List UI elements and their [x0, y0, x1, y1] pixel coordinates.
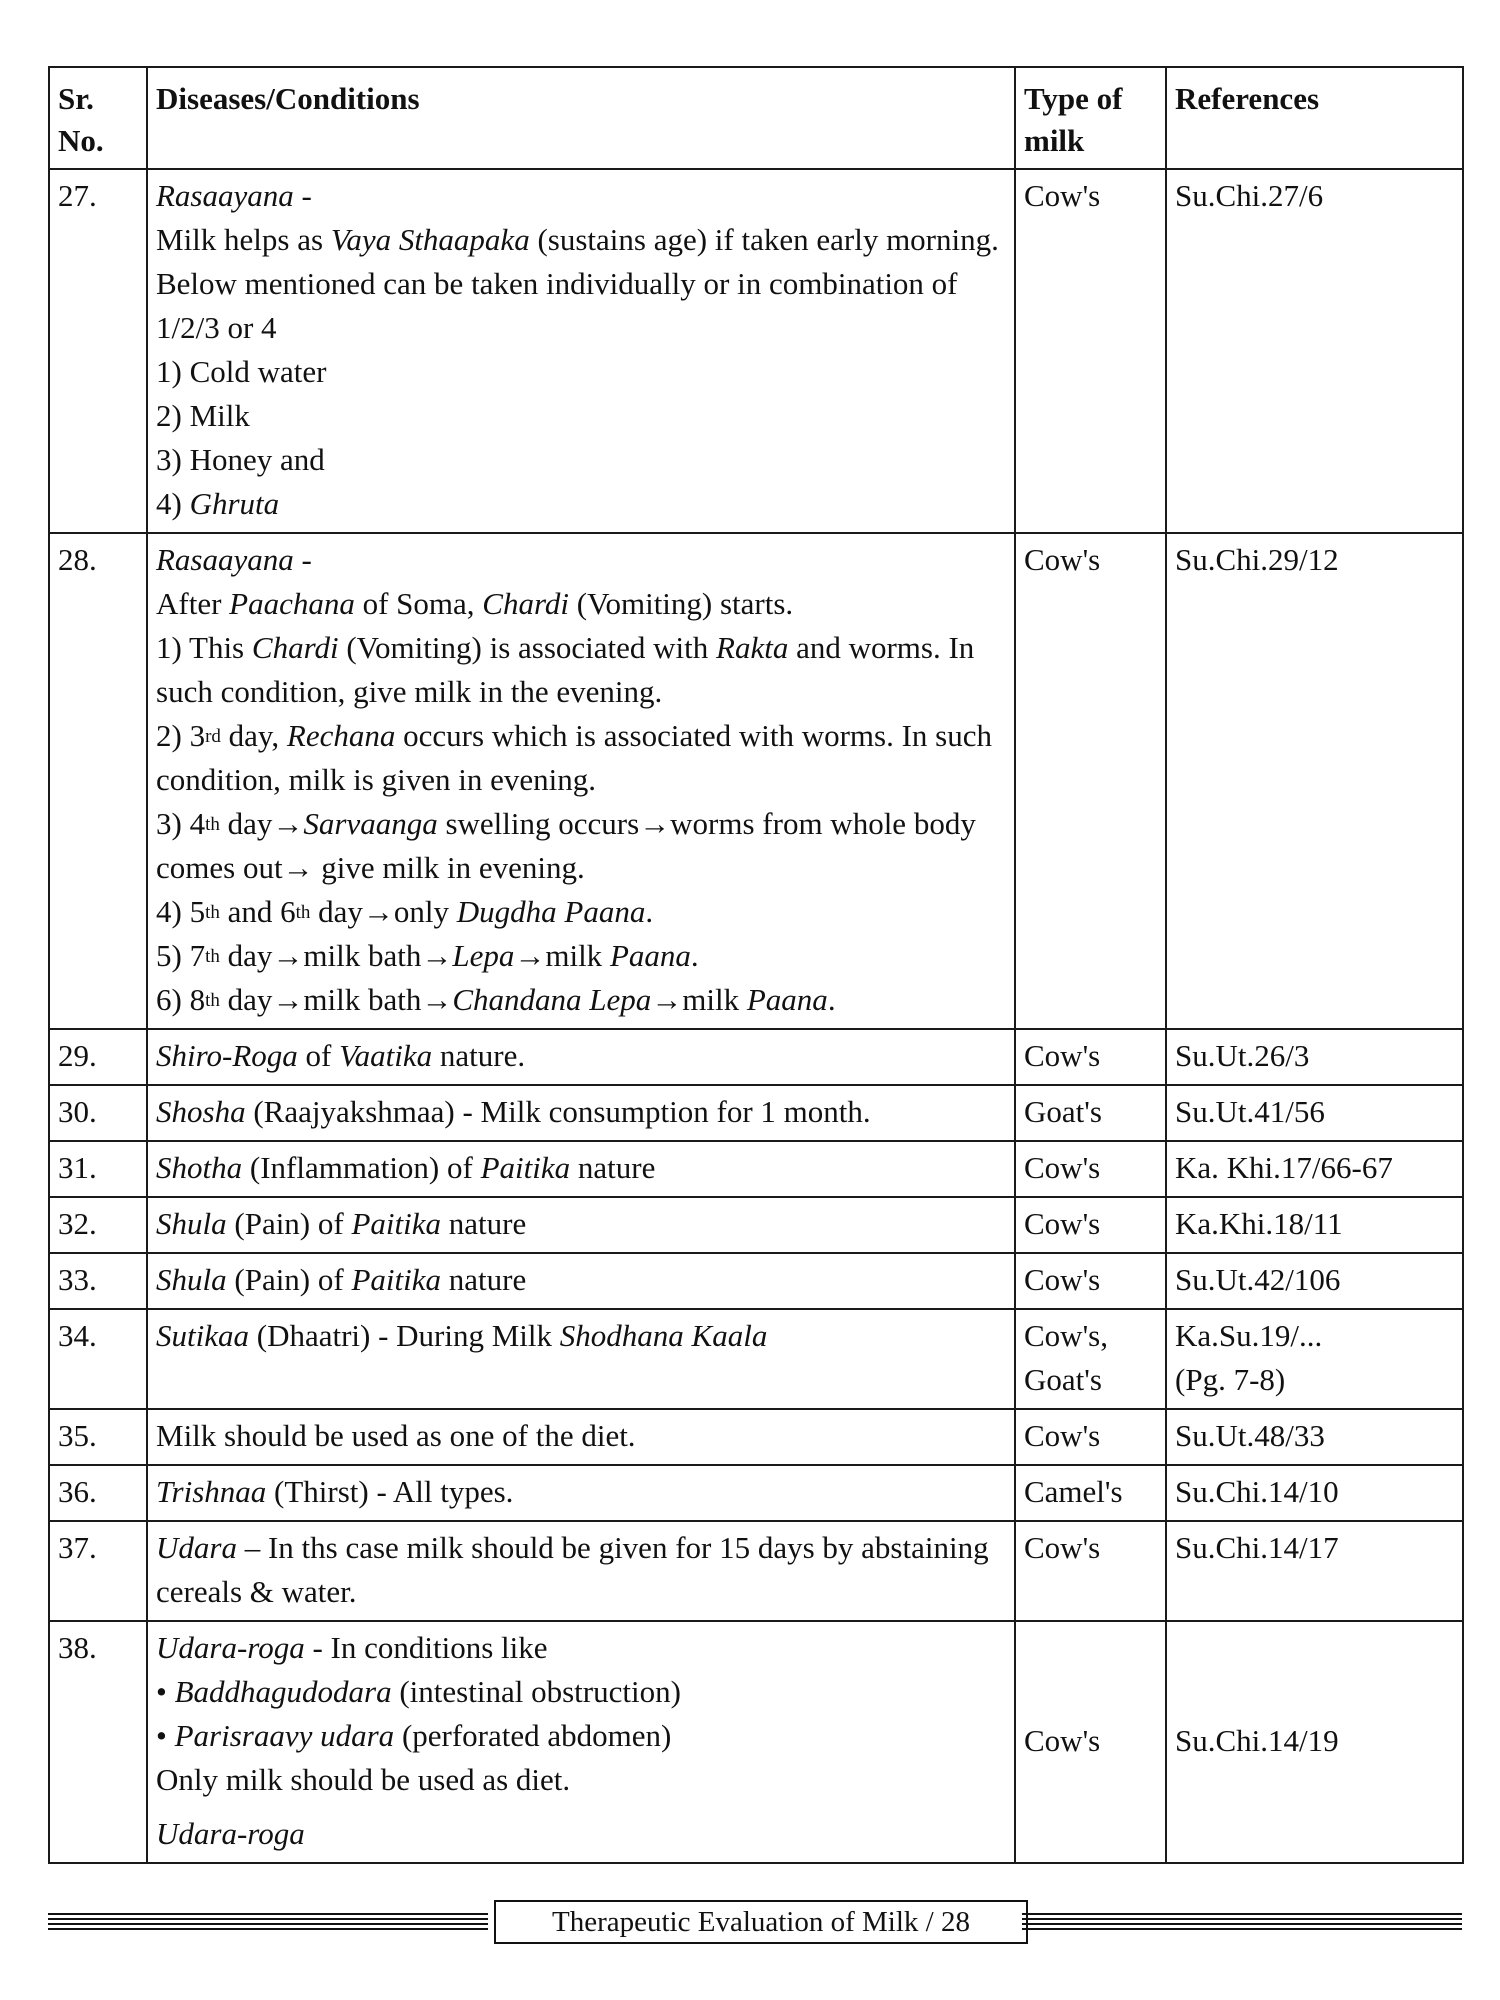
- condition-text: Milk should be used as one of the diet.: [147, 1409, 1015, 1465]
- text: Milk helps as: [156, 222, 331, 257]
- list-item: 5) 7th day→milk bath→Lepa→milk Paana.: [156, 938, 699, 973]
- table-row: [49, 1309, 1463, 1409]
- sr-no: 28.: [49, 533, 147, 1029]
- table-row: [49, 1141, 1463, 1197]
- text-line: Udara-roga: [156, 1816, 305, 1851]
- term: Vaya Sthaapaka: [330, 222, 530, 257]
- milk-type: Cow's: [1015, 1253, 1166, 1309]
- text-line: After Paachana of Soma, Chardi (Vomiting) starts.: [156, 586, 794, 621]
- text-line: Only milk should be used as diet.: [156, 1762, 571, 1797]
- page-footer: [48, 1900, 1462, 1944]
- table-row: [49, 169, 1463, 533]
- footer-page-label: Therapeutic Evaluation of Milk / 28: [494, 1900, 1028, 1944]
- sr-no: 32.: [49, 1197, 147, 1253]
- header-sr-no: Sr. No.: [49, 67, 147, 169]
- reference: Su.Chi.29/12: [1166, 533, 1463, 1029]
- header-diseases: Diseases/Conditions: [147, 67, 1015, 169]
- milk-type: Cow's: [1015, 1621, 1166, 1863]
- condition-text: Shotha (Inflammation) of Paitika nature: [147, 1141, 1015, 1197]
- milk-type: Cow's, Goat's: [1015, 1309, 1166, 1409]
- footer-rule-right: [1022, 1913, 1462, 1931]
- list-item: 4) Ghruta: [156, 486, 280, 521]
- condition-text: Trishnaa (Thirst) - All types.: [147, 1465, 1015, 1521]
- condition-text: Udara-roga - In conditions like • Baddhagudodara (intestinal obstruction) • Parisraavy udara (perforated abdomen) Only milk should be used as diet. Udara-roga: [147, 1621, 1015, 1863]
- reference: Su.Ut.48/33: [1166, 1409, 1463, 1465]
- table-row: [49, 1029, 1463, 1085]
- condition-text: Rasaayana - Milk helps as Vaya Sthaapaka (sustains age) if taken early morning. Below mentioned can be taken individually or in combination of 1/2/3 or 4 1) Cold water 2) Milk 3) Honey and 4) Ghruta: [147, 169, 1015, 533]
- sr-no: 27.: [49, 169, 147, 533]
- condition-title: Rasaayana: [156, 542, 294, 577]
- reference: Su.Chi.14/17: [1166, 1521, 1463, 1621]
- list-item: 3) 4th day→Sarvaanga swelling occurs→worms from whole body comes out→ give milk in evening.: [156, 806, 976, 885]
- reference: Su.Chi.27/6: [1166, 169, 1463, 533]
- reference: Ka.Khi.18/11: [1166, 1197, 1463, 1253]
- sr-no: 37.: [49, 1521, 147, 1621]
- list-item: • Parisraavy udara (perforated abdomen): [156, 1718, 672, 1753]
- condition-text: Udara – In ths case milk should be given for 15 days by abstaining cereals & water.: [147, 1521, 1015, 1621]
- milk-type: Cow's: [1015, 1409, 1166, 1465]
- therapeutic-milk-table: [48, 66, 1464, 1864]
- reference: Su.Ut.26/3: [1166, 1029, 1463, 1085]
- condition-title: Rasaayana: [156, 178, 294, 213]
- list-item: 6) 8th day→milk bath→Chandana Lepa→milk Paana.: [156, 982, 836, 1017]
- milk-type: Cow's: [1015, 533, 1166, 1029]
- table-row: [49, 1409, 1463, 1465]
- list-item: 4) 5th and 6th day→only Dugdha Paana.: [156, 894, 654, 929]
- condition-text: Sutikaa (Dhaatri) - During Milk Shodhana Kaala: [147, 1309, 1015, 1409]
- reference: Ka. Khi.17/66-67: [1166, 1141, 1463, 1197]
- table-row: [49, 1521, 1463, 1621]
- table-row: [49, 1253, 1463, 1309]
- condition-text: Shosha (Raajyakshmaa) - Milk consumption for 1 month.: [147, 1085, 1015, 1141]
- table-row: [49, 1465, 1463, 1521]
- list-item: 1) This Chardi (Vomiting) is associated with Rakta and worms. In such condition, give milk in the evening.: [156, 630, 975, 709]
- reference: Su.Ut.41/56: [1166, 1085, 1463, 1141]
- milk-type: Cow's: [1015, 1521, 1166, 1621]
- reference: Su.Ut.42/106: [1166, 1253, 1463, 1309]
- footer-rule-left: [48, 1913, 488, 1931]
- milk-type: Goat's: [1015, 1085, 1166, 1141]
- reference: Su.Chi.14/10: [1166, 1465, 1463, 1521]
- list-item: 2) Milk: [156, 398, 250, 433]
- reference: Ka.Su.19/... (Pg. 7-8): [1166, 1309, 1463, 1409]
- list-item: 3) Honey and: [156, 442, 325, 477]
- milk-type: Camel's: [1015, 1465, 1166, 1521]
- sr-no: 33.: [49, 1253, 147, 1309]
- sr-no: 30.: [49, 1085, 147, 1141]
- milk-type: Cow's: [1015, 1141, 1166, 1197]
- sr-no: 38.: [49, 1621, 147, 1863]
- list-item: • Baddhagudodara (intestinal obstruction): [156, 1674, 681, 1709]
- table-header-row: [49, 67, 1463, 169]
- condition-text: Shiro-Roga of Vaatika nature.: [147, 1029, 1015, 1085]
- milk-type: Cow's: [1015, 1029, 1166, 1085]
- milk-type: Cow's: [1015, 169, 1166, 533]
- table-row: [49, 533, 1463, 1029]
- sr-no: 29.: [49, 1029, 147, 1085]
- reference: Su.Chi.14/19: [1166, 1621, 1463, 1863]
- text: (sustains age) if taken early morning. Below mentioned can be taken individually or in combination of 1/2/3 or 4: [156, 222, 999, 345]
- condition-text: Rasaayana - After Paachana of Soma, Chardi (Vomiting) starts. 1) This Chardi (Vomiting) is associated with Rakta and worms. In such condition, give milk in the evening. 2) 3rd day, Rechana occurs which is associated with worms. In such condition, milk is given in evening. 3) 4th day→Sarvaanga swelling occurs→worms from whole body comes out→ give milk in evening. 4) 5th and 6th day→only Dugdha Paana. 5) 7th day→milk bath→Lepa→milk Paana. 6) 8th day→milk bath→Chandana Lepa→milk Paana.: [147, 533, 1015, 1029]
- sr-no: 35.: [49, 1409, 147, 1465]
- sr-no: 31.: [49, 1141, 147, 1197]
- sr-no: 34.: [49, 1309, 147, 1409]
- header-type-of-milk: Type of milk: [1015, 67, 1166, 169]
- sr-no: 36.: [49, 1465, 147, 1521]
- list-item: 2) 3rd day, Rechana occurs which is associated with worms. In such condition, milk is given in evening.: [156, 718, 993, 797]
- condition-text: Shula (Pain) of Paitika nature: [147, 1197, 1015, 1253]
- milk-type: Cow's: [1015, 1197, 1166, 1253]
- table-row: [49, 1085, 1463, 1141]
- header-references: References: [1166, 67, 1463, 169]
- table-row: [49, 1197, 1463, 1253]
- condition-text: Shula (Pain) of Paitika nature: [147, 1253, 1015, 1309]
- table-row: [49, 1621, 1463, 1863]
- list-item: 1) Cold water: [156, 354, 327, 389]
